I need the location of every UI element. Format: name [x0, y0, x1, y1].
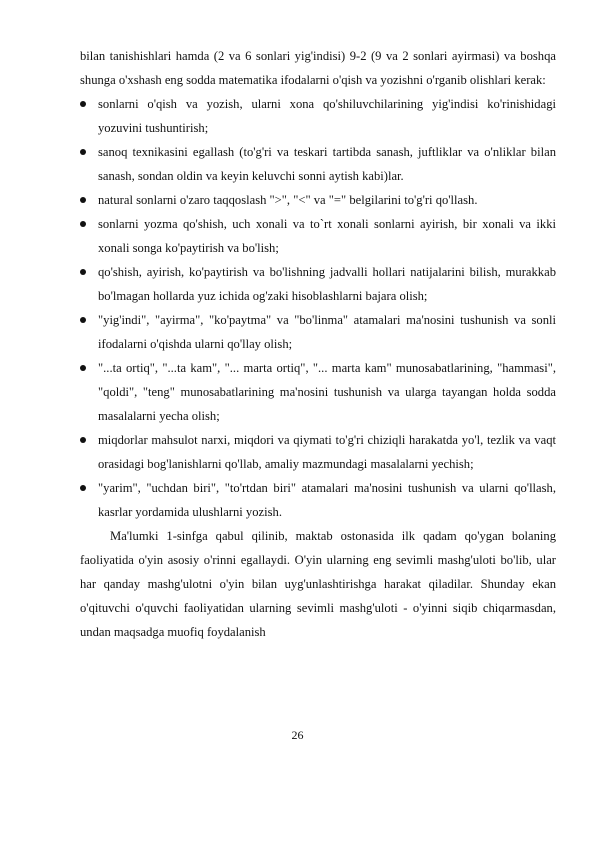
bullet-icon [80, 437, 86, 443]
list-item-text: sonlarni yozma qo'shish, uch xonali va to`rt xonali sonlarni ayirish, bir xonali va ikki xonali songa ko'paytirish va bo'lish; [98, 217, 556, 255]
bullet-icon [80, 317, 86, 323]
bullet-icon [80, 101, 86, 107]
page-number: 26 [291, 728, 304, 742]
bullet-icon [80, 365, 86, 371]
list-item-text: "yarim", "uchdan biri", "to'rtdan biri" atamalari ma'nosini tushunish va ularni qo'llash, kasrlar yordamida ulushlarni yozish. [98, 481, 556, 519]
page-body [80, 44, 556, 644]
bullet-icon [80, 149, 86, 155]
list-item [80, 260, 556, 308]
list-item-text: miqdorlar mahsulot narxi, miqdori va qiymati to'g'ri chiziqli harakatda yo'l, tezlik va vaqt orasidagi bog'lanishlarni qo'llab, amaliy mazmundagi masalalarni yechish; [98, 433, 556, 471]
list-item-text: sonlarni o'qish va yozish, ularni xona qo'shiluvchilarining yig'indisi ko'rinishidagi yozuvini tushuntirish; [98, 97, 556, 135]
list-item [80, 476, 556, 524]
list-item [80, 428, 556, 476]
list-item [80, 92, 556, 140]
list-item [80, 308, 556, 356]
bullet-icon [80, 485, 86, 491]
list-item-text: "yig'indi", "ayirma", "ko'paytma" va "bo'linma" atamalari ma'nosini tushunish va sonli ifodalarni o'qishda ularni qo'llay olish; [98, 313, 556, 351]
intro-paragraph: bilan tanishishlari hamda (2 va 6 sonlari yig'indisi) 9-2 (9 va 2 sonlari ayirmasi) va boshqa shunga o'xshash eng sodda matematika ifodalarni o'qish va yozishni o'rganib olishlari kerak: [80, 49, 556, 87]
list-item [80, 356, 556, 428]
requirements-list [80, 92, 556, 524]
list-item [80, 188, 556, 212]
bullet-icon [80, 197, 86, 203]
list-item [80, 140, 556, 188]
closing-paragraph: Ma'lumki 1-sinfga qabul qilinib, maktab ostonasida ilk qadam qo'ygan bolaning faoliyatida o'yin asosiy o'rinni egallaydi. O'yin ularning eng sevimli mashg'uloti bo'lib, ular har qanday mashg'ulotni o'yin bilan uyg'unlashtirishga harakat qiladilar. Shunday ekan o'qituvchi o'quvchi faoliyatidan ularning sevimli mashg'uloti - o'yinni siqib chiqarmasdan, undan maqsadga muofiq foydalanish [80, 529, 556, 639]
list-item [80, 212, 556, 260]
bullet-icon [80, 221, 86, 227]
bullet-icon [80, 269, 86, 275]
list-item-text: sanoq texnikasini egallash (to'g'ri va teskari tartibda sanash, juftliklar va o'nliklar bilan sanash, sondan oldin va keyin keluvchi sonni aytish kabi)lar. [98, 145, 556, 183]
list-item-text: natural sonlarni o'zaro taqqoslash ">", "<" va "=" belgilarini to'g'ri qo'llash. [98, 193, 478, 207]
list-item-text: qo'shish, ayirish, ko'paytirish va bo'lishning jadvalli hollari natijalarini bilish, murakkab bo'lmagan hollarda yuz ichida og'zaki hisoblashlarni bajara olish; [98, 265, 556, 303]
list-item-text: "...ta ortiq", "...ta kam", "... marta ortiq", "... marta kam" munosabatlarining, "hammasi", "qoldi", "teng" munosabatlarining ma'nosini tushunish va ularga tayangan holda sodda masalalarni yecha olish; [98, 361, 556, 423]
